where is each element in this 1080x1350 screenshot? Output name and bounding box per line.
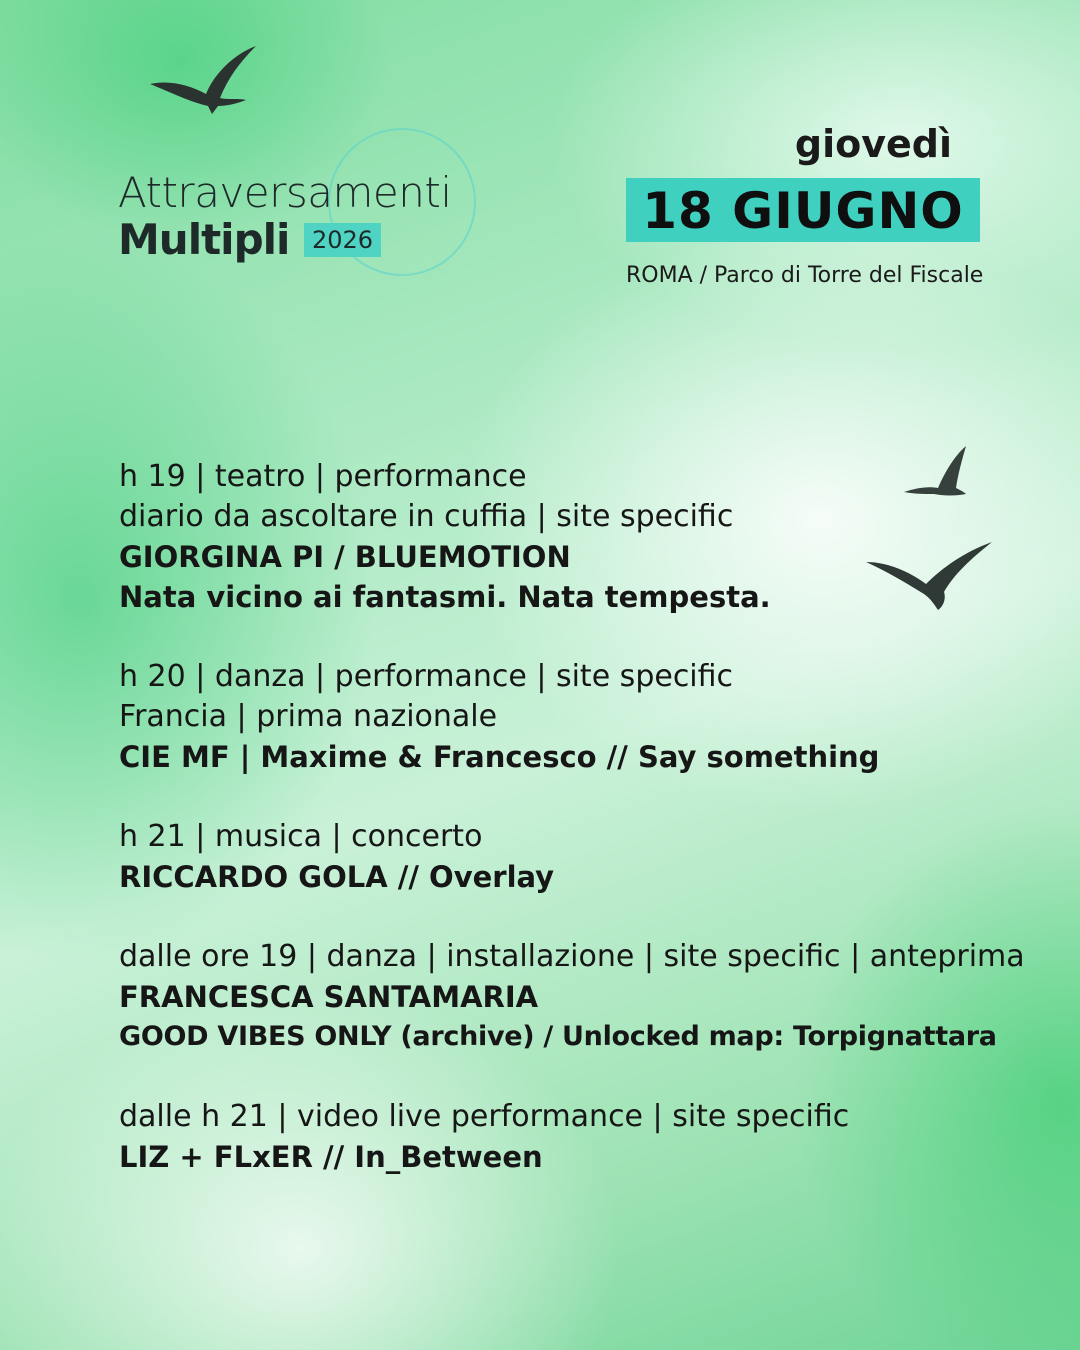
program-item: [119, 817, 554, 897]
program-item-title: GOOD VIBES ONLY (archive) / Unlocked map: Torpignattara: [119, 1021, 997, 1052]
program-item-artist: FRANCESCA SANTAMARIA: [119, 980, 539, 1014]
program-item-meta: h 19 | teatro | performance: [119, 459, 527, 494]
program-item-artist: LIZ + FLxER // In_Between: [119, 1140, 543, 1174]
program-item-meta: h 20 | danza | performance | site specific: [119, 659, 734, 694]
program-item-meta: dalle ore 19 | danza | installazione | site specific | anteprima: [119, 939, 1025, 974]
program-item-artist: RICCARDO GOLA // Overlay: [119, 860, 555, 894]
logo-year-badge: 2026: [304, 223, 381, 257]
bird-icon: [864, 540, 994, 612]
program-item: [119, 1097, 849, 1177]
program-item-artist: GIORGINA PI / BLUEMOTION: [119, 540, 571, 574]
program-item: [119, 457, 771, 617]
event-date: 18 GIUGNO: [626, 178, 980, 242]
logo-wordmark-bottom: Multipli: [118, 215, 290, 264]
bird-icon: [902, 444, 970, 498]
program-item-artist: CIE MF | Maxime & Francesco // Say something: [119, 740, 880, 774]
bird-icon: [148, 44, 258, 118]
program-item: [119, 657, 879, 777]
program-item: [119, 937, 1025, 1057]
program-item-title: Nata vicino ai fantasmi. Nata tempesta.: [119, 580, 771, 614]
program-item-details: Francia | prima nazionale: [119, 699, 498, 734]
program-item-details: diario da ascoltare in cuffia | site specific: [119, 499, 734, 534]
program-item-meta: h 21 | musica | concerto: [119, 819, 483, 854]
event-location: ROMA / Parco di Torre del Fiscale: [626, 263, 984, 288]
event-day: giovedì: [794, 122, 952, 166]
logo-wordmark-top: Attraversamenti: [118, 168, 452, 217]
program-item-meta: dalle h 21 | video live performance | site specific: [119, 1099, 850, 1134]
